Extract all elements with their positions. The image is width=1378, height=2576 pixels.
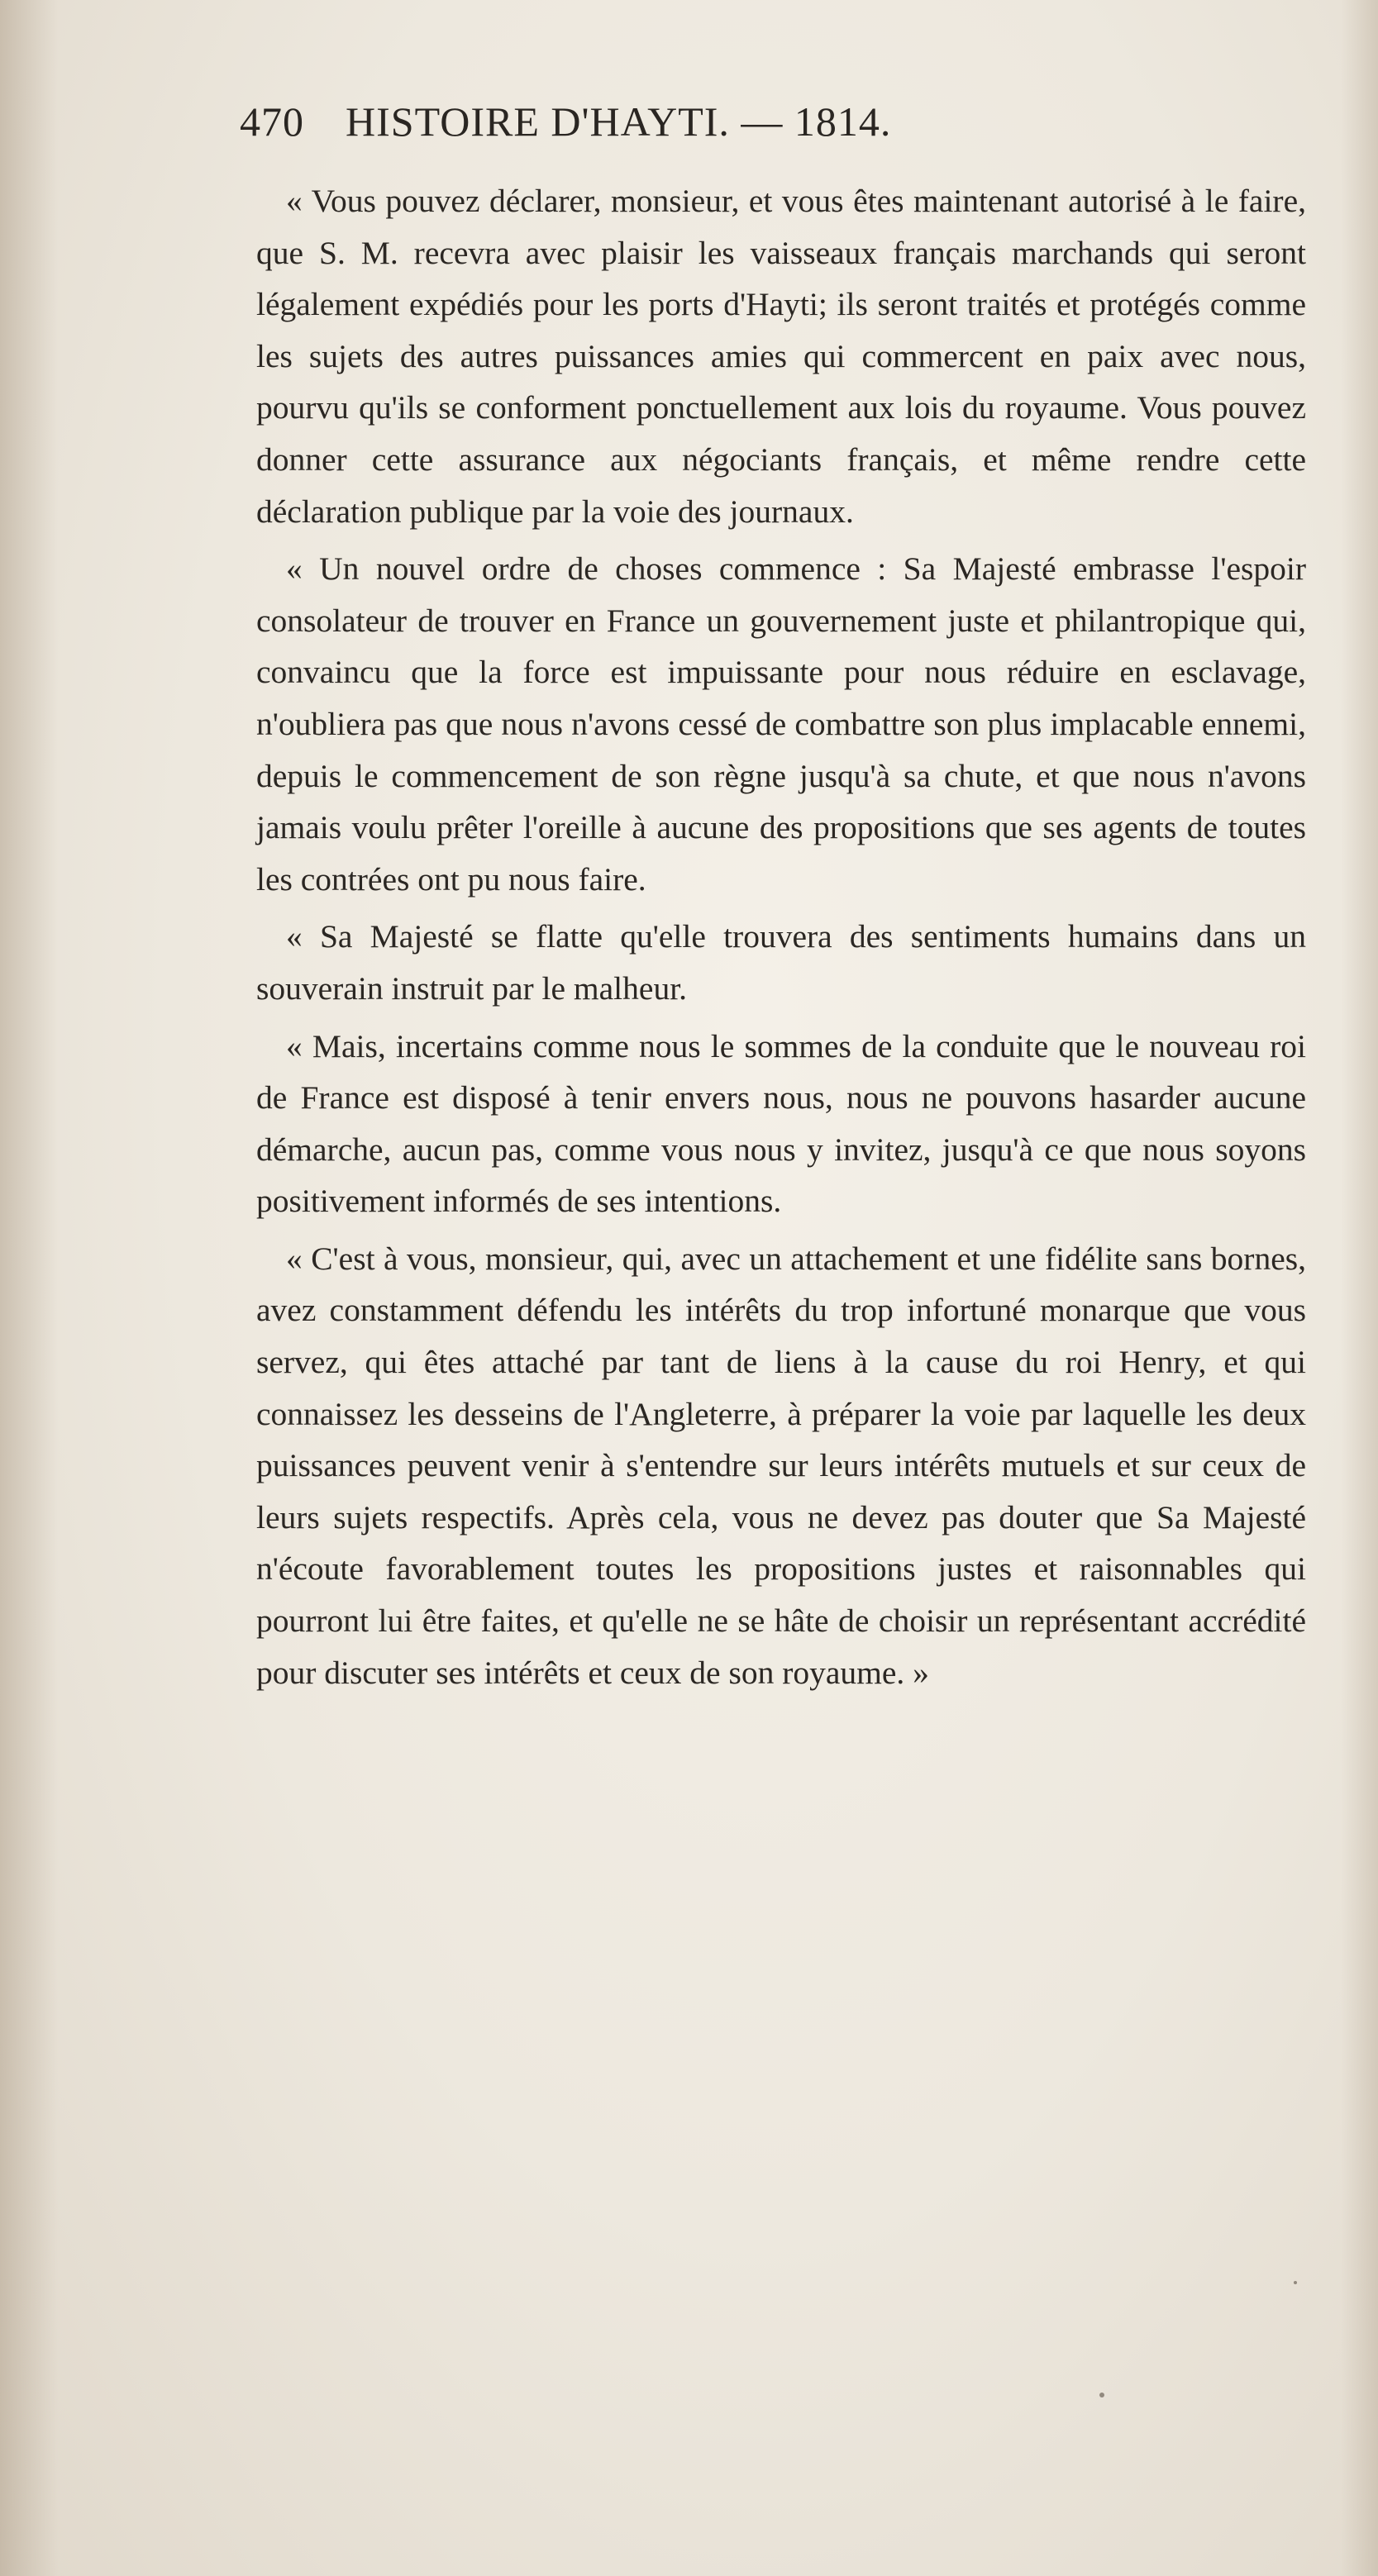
paragraph: « Vous pouvez déclarer, monsieur, et vous êtes maintenant autorisé à le faire, que S. M. recevra avec plaisir les vaisseaux français marchands qui seront légalement expédiés pour les ports d'Hayti; ils seront traités et protégés comme les sujets des autres puissances amies qui commercent en paix avec nous, pourvu qu'ils se conforment ponctuellement aux lois du royaume. Vous pouvez donner cette assurance aux négociants français, et même rendre cette déclaration publique par la voie des journaux. [256,183,1306,530]
ink-speck [1294,2281,1297,2284]
paragraph: « Sa Majesté se flatte qu'elle trouvera des sentiments humains dans un souverain instruit par le malheur. [256,918,1306,1007]
running-title: HISTOIRE D'HAYTI. — 1814. [346,98,892,145]
page-number: 470 [240,98,304,145]
paragraph: « Un nouvel ordre de choses commence : Sa Majesté embrasse l'espoir consolateur de trouver en France un gouvernement juste et philantropique qui, convaincu que la force est impuissante pour nous réduire en esclavage, n'oubliera pas que nous n'avons cessé de combattre son plus implacable ennemi, depuis le commencement de son règne jusqu'à sa chute, et que nous n'avons jamais voulu prêter l'oreille à aucune des propositions que ses agents de toutes les contrées ont pu nous faire. [256,550,1306,898]
paragraph: « C'est à vous, monsieur, qui, avec un attachement et une fidélite sans bornes, avez constamment défendu les intérêts du trop infortuné monarque que vous servez, qui êtes attaché par tant de liens à la cause du roi Henry, et qui connaissez les desseins de l'Angleterre, à préparer la voie par laquelle les deux puissances peuvent venir à s'entendre sur leurs intérêts mutuels et sur ceux de leurs sujets respectifs. Après cela, vous ne devez pas douter que Sa Majesté n'écoute favorablement toutes les propositions justes et raisonnables qui pourront lui être faites, et qu'elle ne se hâte de choisir un représentant accrédité pour discuter ses intérêts et ceux de son royaume. » [256,1240,1306,1691]
running-head [240,98,1157,145]
ink-speck [1099,2393,1104,2397]
paragraph: « Mais, incertains comme nous le sommes de la conduite que le nouveau roi de France est disposé à tenir envers nous, nous ne pouvons hasarder aucune démarche, aucun pas, comme vous nous y invitez, jusqu'à ce que nous soyons positivement informés de ses intentions. [256,1027,1306,1220]
body-text [256,175,1306,1698]
